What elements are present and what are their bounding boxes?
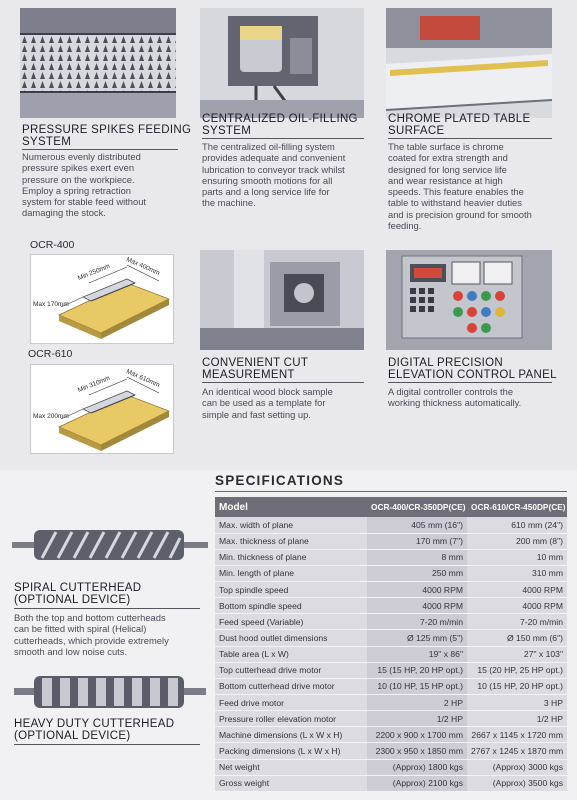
spec-value-cell: 10 mm	[467, 549, 567, 565]
feature-divider	[388, 382, 552, 383]
description-line: coated for extra strength and	[388, 152, 508, 164]
feature-divider	[22, 149, 178, 150]
header-model-2: OCR-610/CR-450DP(CE)	[467, 497, 567, 517]
description-line: pressure on the workpiece.	[22, 173, 135, 185]
feature-title-line: SYSTEM	[202, 125, 252, 137]
model-label-ocr400: OCR-400	[30, 239, 75, 251]
spec-value-cell: 4000 RPM	[467, 598, 567, 614]
device-divider	[14, 608, 200, 609]
max-width-label: Max 400mm	[125, 256, 161, 277]
spec-label-cell: Gross weight	[215, 775, 367, 791]
spec-label-cell: Packing dimensions (L x W x H)	[215, 743, 367, 759]
spec-label-cell: Machine dimensions (L x W x H)	[215, 727, 367, 743]
spec-value-cell: 2 HP	[367, 695, 467, 711]
table-row	[215, 598, 567, 614]
spec-value-cell: Ø 150 mm (6")	[467, 630, 567, 646]
description-line: speeds. This feature enables the	[388, 186, 524, 198]
table-row	[215, 759, 567, 775]
table-row	[215, 711, 567, 727]
table-row	[215, 662, 567, 678]
feature-title-line: CONVENIENT CUT	[202, 357, 309, 369]
spec-label-cell: Table area (L x W)	[215, 646, 367, 662]
device-divider	[14, 744, 200, 745]
feature-divider	[202, 138, 364, 139]
spec-value-cell: (Approx) 3000 kgs	[467, 759, 567, 775]
table-row	[215, 646, 567, 662]
table-row	[215, 517, 567, 533]
spec-label-cell: Feed drive motor	[215, 695, 367, 711]
device-title-line: SPIRAL CUTTERHEAD	[14, 582, 142, 594]
table-row	[215, 614, 567, 630]
table-row	[215, 582, 567, 598]
description-line: feeding.	[388, 220, 422, 232]
description-line: can be fitted with spiral (Helical)	[14, 623, 147, 635]
table-header-row	[215, 497, 567, 517]
spec-value-cell: 27" x 103"	[467, 646, 567, 662]
spec-value-cell: 4000 RPM	[467, 582, 567, 598]
spec-value-cell: 4000 RPM	[367, 582, 467, 598]
spiral-cutterhead-photo	[12, 520, 208, 570]
table-row	[215, 775, 567, 791]
max-thickness-label: Max 170mm	[33, 301, 69, 308]
description-line: ensuring smooth motions for all	[202, 174, 333, 186]
feature-description-control-panel	[388, 386, 568, 409]
description-line: damaging the stock.	[22, 207, 106, 219]
spiral-cutterhead-title	[14, 582, 141, 606]
spec-value-cell: 610 mm (24")	[467, 517, 567, 533]
spec-value-cell: 7-20 m/min	[467, 614, 567, 630]
spiral-cutterhead-description	[14, 612, 210, 657]
header-model-1: OCR-400/CR-350DP(CE)	[367, 497, 467, 517]
spec-value-cell: 3 HP	[467, 695, 567, 711]
feature-title-line: MEASUREMENT	[202, 369, 295, 381]
table-row	[215, 565, 567, 581]
specifications-title: SPECIFICATIONS	[215, 473, 345, 488]
feature-title-line: SURFACE	[388, 125, 445, 137]
table-row	[215, 727, 567, 743]
spec-value-cell: 2767 x 1245 x 1870 mm	[467, 743, 567, 759]
description-line: provides adequate and convenient	[202, 152, 346, 164]
heavy-duty-cutterhead-title	[14, 718, 174, 742]
min-width-label: Min 310mm	[76, 374, 112, 395]
spec-label-cell: Top spindle speed	[215, 582, 367, 598]
table-row	[215, 549, 567, 565]
spec-label-cell: Net weight	[215, 759, 367, 775]
table-row	[215, 695, 567, 711]
description-line: and wear resistance at high	[388, 174, 503, 186]
feature-title-line: CHROME PLATED TABLE	[388, 113, 531, 125]
spec-value-cell: 8 mm	[367, 549, 467, 565]
description-line: lubrication to conveyor track whilst	[202, 163, 345, 175]
spec-label-cell: Feed speed (Variable)	[215, 614, 367, 630]
feature-description-cut-measurement	[202, 386, 372, 420]
spec-value-cell: 19" x 86"	[367, 646, 467, 662]
feature-title-line: PRESSURE SPIKES FEEDING	[22, 124, 192, 136]
spec-label-cell: Top cutterhead drive motor	[215, 662, 367, 678]
spec-label-cell: Dust hood outlet dimensions	[215, 630, 367, 646]
spec-value-cell: 7-20 m/min	[367, 614, 467, 630]
table-row	[215, 743, 567, 759]
spec-value-cell: 10 (10 HP, 15 HP opt.)	[367, 678, 467, 694]
header-model: Model	[215, 497, 367, 517]
description-line: A digital controller controls the	[388, 386, 514, 397]
spec-value-cell: 10 (15 HP, 20 HP opt.)	[467, 678, 567, 694]
feature-divider	[202, 382, 364, 383]
spec-value-cell: 405 mm (16")	[367, 517, 467, 533]
spec-value-cell: 2200 x 900 x 1700 mm	[367, 727, 467, 743]
spec-value-cell: 15 (15 HP, 20 HP opt.)	[367, 662, 467, 678]
feature-title-line: CENTRALIZED OIL-FILLING	[202, 113, 358, 125]
spec-label-cell: Max. width of plane	[215, 517, 367, 533]
feature-title-line: DIGITAL PRECISION	[388, 357, 504, 369]
spec-value-cell: 2667 x 1145 x 1720 mm	[467, 727, 567, 743]
spec-label-cell: Bottom spindle speed	[215, 598, 367, 614]
spec-value-cell: (Approx) 2100 kgs	[367, 775, 467, 791]
spec-value-cell: Ø 125 mm (5")	[367, 630, 467, 646]
spec-value-cell: 170 mm (7")	[367, 533, 467, 549]
description-line: Employ a spring retraction	[22, 184, 131, 196]
max-thickness-label: Max 200mm	[33, 413, 69, 420]
table-row	[215, 678, 567, 694]
table-row	[215, 630, 567, 646]
description-line: cutterheads, which provide extremely	[14, 634, 169, 646]
spec-value-cell: (Approx) 3500 kgs	[467, 775, 567, 791]
min-width-label: Min 250mm	[76, 262, 112, 283]
device-title-line: (OPTIONAL DEVICE)	[14, 730, 131, 742]
table-row	[215, 533, 567, 549]
description-line: and is precision ground for smooth	[388, 208, 532, 220]
feature-title-oil-filling	[202, 113, 358, 137]
control-panel-photo	[386, 250, 552, 350]
device-title-line: (OPTIONAL DEVICE)	[14, 594, 131, 606]
specifications-table	[215, 497, 567, 792]
description-line: The centralized oil-filling system	[202, 141, 335, 152]
description-line: designed for long service life	[388, 163, 507, 175]
spec-label-cell: Min. length of plane	[215, 565, 367, 581]
description-line: system for stable feed without	[22, 196, 147, 208]
spec-label-cell: Min. thickness of plane	[215, 549, 367, 565]
chrome-table-photo	[386, 8, 552, 118]
feature-divider	[388, 138, 552, 139]
description-line: the machine.	[202, 197, 256, 209]
pressure-spikes-photo	[20, 8, 176, 118]
spec-value-cell: 2300 x 950 x 1850 mm	[367, 743, 467, 759]
description-line: pressure spikes exert even	[22, 162, 135, 174]
spec-value-cell: 15 (20 HP, 25 HP opt.)	[467, 662, 567, 678]
feature-title-cut-measurement	[202, 357, 308, 381]
feature-description-pressure-spikes	[22, 151, 184, 219]
spec-value-cell: 1/2 HP	[467, 711, 567, 727]
description-line: can be used as a template for	[202, 397, 326, 409]
spec-label-cell: Bottom cutterhead drive motor	[215, 678, 367, 694]
max-width-label: Max 610mm	[125, 368, 161, 389]
feature-description-oil-filling	[202, 141, 372, 209]
description-line: smooth and low noise cuts.	[14, 645, 128, 657]
description-line: working thickness automatically.	[388, 397, 522, 409]
feature-title-line: SYSTEM	[22, 136, 72, 148]
model-label-ocr610: OCR-610	[28, 348, 73, 360]
feature-title-pressure-spikes	[22, 124, 191, 148]
spec-value-cell: 310 mm	[467, 565, 567, 581]
spec-label-cell: Max. thickness of plane	[215, 533, 367, 549]
specifications-divider	[215, 491, 567, 492]
spec-value-cell: 4000 RPM	[367, 598, 467, 614]
spec-value-cell: (Approx) 1800 kgs	[367, 759, 467, 775]
feature-description-chrome-table	[388, 141, 568, 231]
description-line: An identical wood block sample	[202, 386, 333, 397]
spec-value-cell: 1/2 HP	[367, 711, 467, 727]
feature-title-chrome-table	[388, 113, 530, 137]
device-title-line: HEAVY DUTY CUTTERHEAD	[14, 718, 175, 730]
description-line: table to withstand heavier duties	[388, 197, 522, 209]
oil-filling-photo	[200, 8, 364, 118]
spec-value-cell: 250 mm	[367, 565, 467, 581]
description-line: Both the top and bottom cutterheads	[14, 612, 166, 623]
spec-value-cell: 200 mm (8")	[467, 533, 567, 549]
description-line: simple and fast setting up.	[202, 408, 311, 420]
spec-label-cell: Pressure roller elevation motor	[215, 711, 367, 727]
feature-title-line: ELEVATION CONTROL PANEL	[388, 369, 557, 381]
description-line: parts and a long service life for	[202, 186, 330, 198]
feature-title-control-panel	[388, 357, 557, 381]
ocr400-diagram	[30, 254, 174, 344]
description-line: Numerous evenly distributed	[22, 151, 141, 162]
description-line: The table surface is chrome	[388, 141, 504, 152]
ocr610-diagram	[30, 364, 174, 454]
cut-measurement-photo	[200, 250, 364, 350]
heavy-duty-cutterhead-photo	[14, 668, 206, 716]
